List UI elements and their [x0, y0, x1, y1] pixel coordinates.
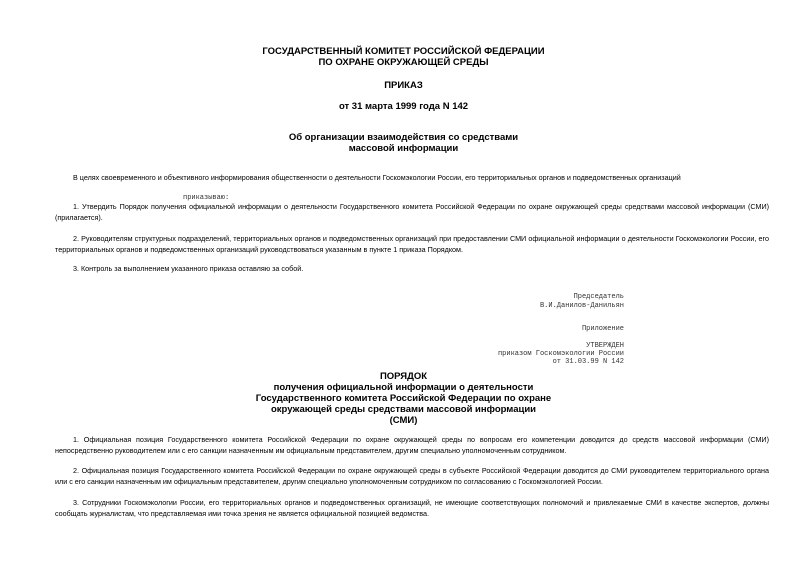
approved-line3: от 31.03.99 N 142 — [552, 358, 624, 366]
procedure-title-line3: Государственного комитета Российской Федерации по охране — [255, 393, 552, 404]
order-item-3: 3. Контроль за выполнением указанного приказа оставляю за собой. — [73, 264, 304, 273]
procedure-item-3: 3. Сотрудники Госкомэкологии России, его территориальных органов и подведомственных организаций, не имеющие соответствующих полномочий и привлекаемые СМИ в качестве экспертов, должны сообщать журналистам, что представляемая ими точка зрения не является официальной позицией ведомства. — [55, 498, 769, 518]
order-prikazyvayu: приказываю: — [183, 194, 230, 202]
approved-line2: приказом Госкомэкологии России — [497, 350, 624, 358]
procedure-item-1: 1. Официальная позиция Государственного комитета Российской Федерации по охране окружающей среды по вопросам его компетенции доводится до средств массовой информации (СМИ) непосредственно руководителем или с его санкции назначенным им официальным представителем, другим специально уполномоченным сотрудником. — [55, 435, 769, 455]
procedure-item-2: 2. Официальная позиция Государственного комитета Российской Федерации по охране окружающей среды в субъекте Российской Федерации доводится до СМИ руководителем территориального органа или с его санкции назначенным им официальным представителем, другим специально уполномоченным сотрудником по согласованию с Госкомэкологией России. — [55, 466, 769, 486]
org-title-line2: ПО ОХРАНЕ ОКРУЖАЮЩЕЙ СРЕДЫ — [318, 57, 489, 68]
order-item-1: 1. Утвердить Порядок получения официальной информации о деятельности Государственного комитета Российской Федерации по охране окружающей среды средствами массовой информации (СМИ) (прилагается). — [55, 202, 769, 222]
approved-line1: УТВЕРЖДЕН — [586, 342, 624, 350]
doc-date-number: от 31 марта 1999 года N 142 — [338, 101, 469, 112]
procedure-title-line2: получения официальной информации о деятельности — [273, 382, 534, 393]
procedure-title-line1: ПОРЯДОК — [379, 371, 428, 382]
doc-type: ПРИКАЗ — [384, 80, 423, 91]
order-item-2: 2. Руководителям структурных подразделений, территориальных органов и подведомственных организаций при предоставлении СМИ официальной информации о деятельности Госкомэкологии России, его территориальных органов и подведомственных организаций руководствоваться указанным в пункте 1 приказа Порядком. — [55, 234, 769, 254]
doc-subject-line2: массовой информации — [348, 143, 459, 154]
signature-title: Председатель — [573, 293, 624, 301]
order-preamble: В целях своевременного и объективного информирования общественности о деятельности Госкомэкологии России, его территориальных органов и подведомственных организаций — [73, 173, 681, 182]
doc-subject-line1: Об организации взаимодействия со средствами — [288, 132, 519, 143]
procedure-title-line5: (СМИ) — [389, 415, 418, 426]
org-title-line1: ГОСУДАРСТВЕННЫЙ КОМИТЕТ РОССИЙСКОЙ ФЕДЕРАЦИИ — [262, 46, 545, 57]
procedure-title-line4: окружающей среды средствами массовой информации — [270, 404, 537, 415]
signature-name: В.И.Данилов-Данильян — [539, 302, 624, 310]
appendix-label: Приложение — [581, 325, 624, 333]
